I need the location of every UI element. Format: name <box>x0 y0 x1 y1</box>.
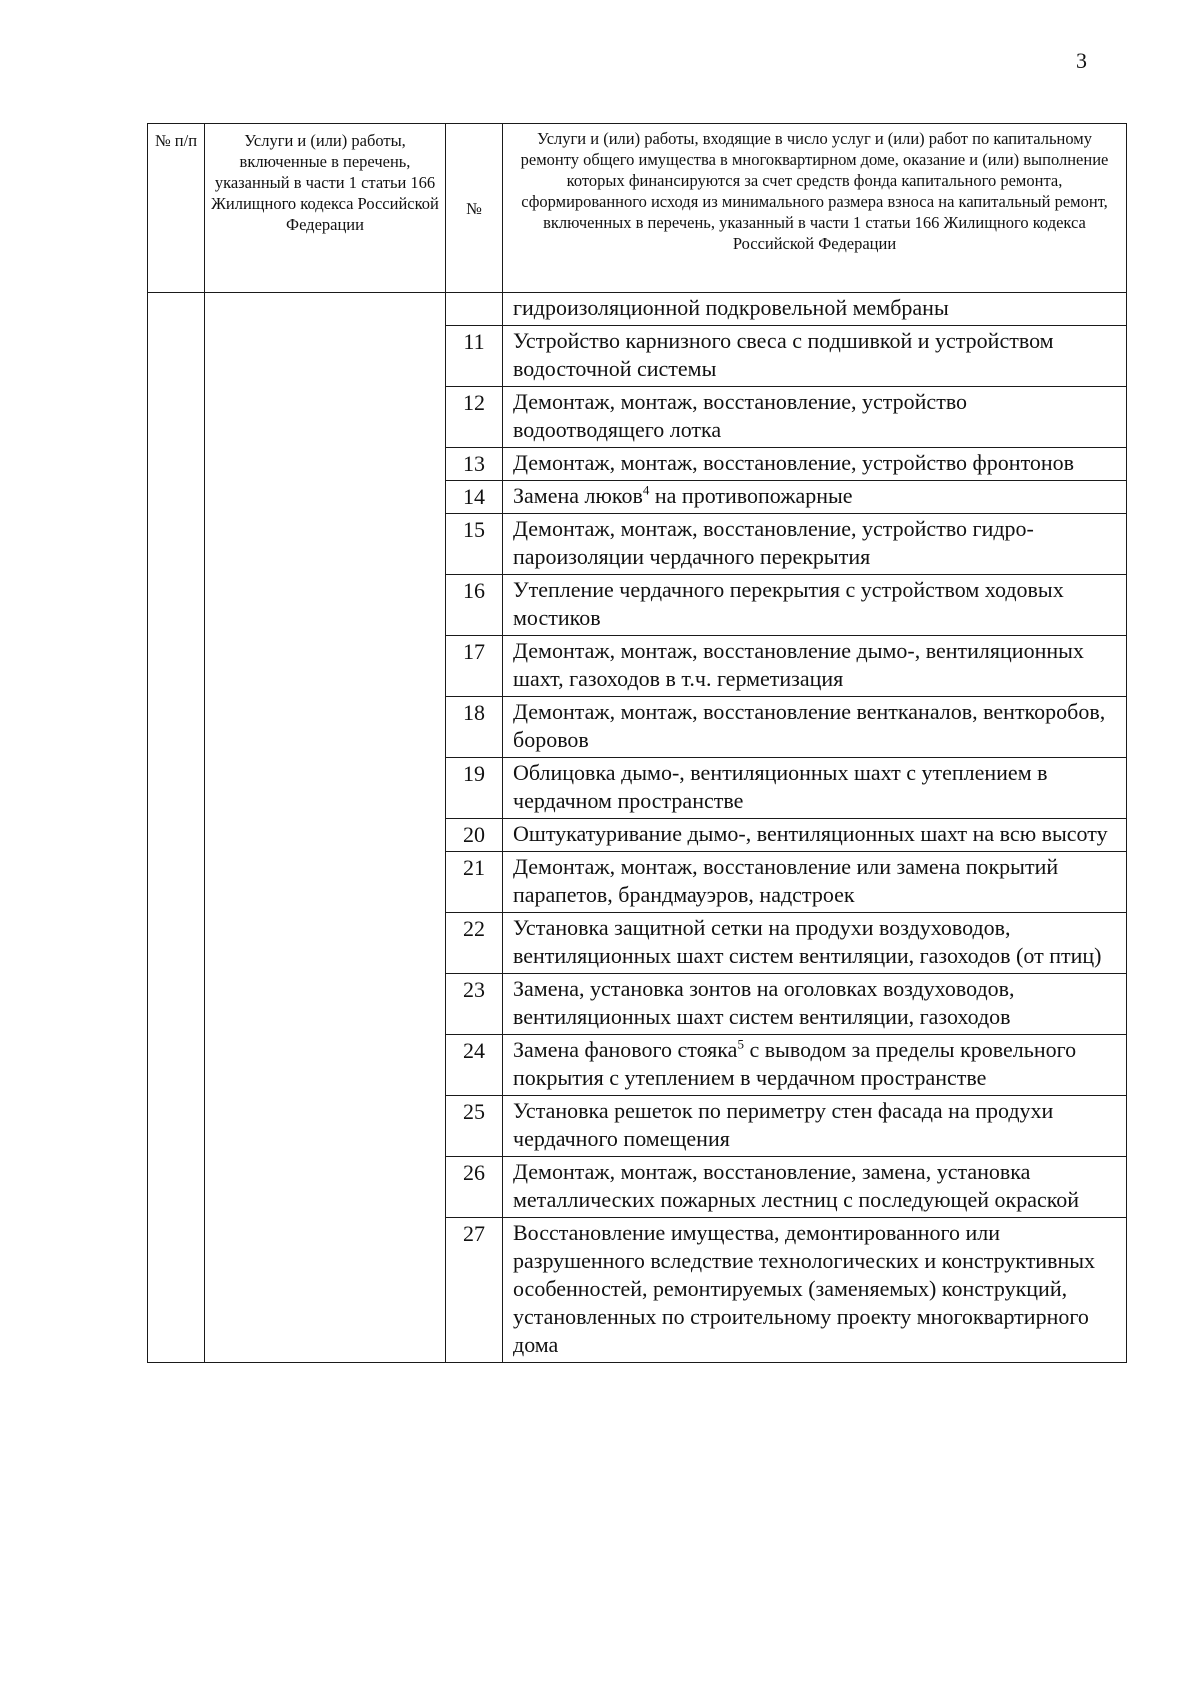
table-header-row <box>148 124 1127 293</box>
row-number: 21 <box>446 852 503 913</box>
row-number: 17 <box>446 636 503 697</box>
header-no-pp: № п/п <box>148 124 205 293</box>
row-number: 14 <box>446 481 503 514</box>
row-text: Демонтаж, монтаж, восстановление, устройство гидро-пароизоляции чердачного перекрытия <box>503 514 1127 575</box>
continuation-text: гидроизоляционной подкровельной мембраны <box>503 293 1127 326</box>
row-text: Установка решеток по периметру стен фасада на продухи чердачного помещения <box>503 1096 1127 1157</box>
row-text: Замена, установка зонтов на оголовках воздуховодов, вентиляционных шахт систем вентиляции, газоходов <box>503 974 1127 1035</box>
row-text: Демонтаж, монтаж, восстановление, устройство фронтонов <box>503 448 1127 481</box>
row-text-part: Замена люков <box>513 483 643 508</box>
row-text: Восстановление имущества, демонтированного или разрушенного вследствие технологических и конструктивных особенностей, ремонтируемых (заменяемых) конструкций, установленных по строительному проекту многоквартирного дома <box>503 1218 1127 1363</box>
header-works: Услуги и (или) работы, входящие в число услуг и (или) работ по капитальному ремонту общего имущества в многоквартирном доме, оказание и (или) выполнение которых финансируются за счет средств фонда капитального ремонта, сформированного исходя из минимального размера взноса на капитальный ремонт, включенных в перечень, указанный в части 1 статьи 166 Жилищного кодекса Российской Федерации <box>503 124 1127 293</box>
row-text: Утепление чердачного перекрытия с устройством ходовых мостиков <box>503 575 1127 636</box>
table-row <box>148 293 1127 326</box>
services-table <box>147 123 1127 1363</box>
row-number: 20 <box>446 819 503 852</box>
row-text: Установка защитной сетки на продухи воздуховодов, вентиляционных шахт систем вентиляции, газоходов (от птиц) <box>503 913 1127 974</box>
row-number: 16 <box>446 575 503 636</box>
row-number: 18 <box>446 697 503 758</box>
footnote-marker: 4 <box>642 482 650 498</box>
row-text: Демонтаж, монтаж, восстановление, замена, установка металлических пожарных лестниц с последующей окраской <box>503 1157 1127 1218</box>
empty-services-cell <box>205 293 446 1363</box>
row-number: 24 <box>446 1035 503 1096</box>
row-number: 26 <box>446 1157 503 1218</box>
row-text: Демонтаж, монтаж, восстановление дымо-, вентиляционных шахт, газоходов в т.ч. герметизация <box>503 636 1127 697</box>
page-number: 3 <box>1076 48 1087 73</box>
row-text: Облицовка дымо-, вентиляционных шахт с утеплением в чердачном пространстве <box>503 758 1127 819</box>
row-text-part: с выводом за пределы кровельного покрытия с утеплением в чердачном пространстве <box>513 1037 1077 1090</box>
row-text: Оштукатуривание дымо-, вентиляционных шахт на всю высоту <box>503 819 1127 852</box>
header-services: Услуги и (или) работы, включенные в перечень, указанный в части 1 статьи 166 Жилищного кодекса Российской Федерации <box>205 124 446 293</box>
row-number: 23 <box>446 974 503 1035</box>
row-text: Устройство карнизного свеса с подшивкой и устройством водосточной системы <box>503 326 1127 387</box>
empty-num-cell <box>446 293 503 326</box>
row-text: Демонтаж, монтаж, восстановление, устройство водоотводящего лотка <box>503 387 1127 448</box>
row-number: 13 <box>446 448 503 481</box>
footnote-marker: 5 <box>737 1036 744 1052</box>
row-number: 11 <box>446 326 503 387</box>
row-text-part: Замена фанового стояка <box>513 1037 738 1062</box>
row-number: 19 <box>446 758 503 819</box>
row-number: 27 <box>446 1218 503 1363</box>
row-number: 12 <box>446 387 503 448</box>
row-text <box>503 481 1127 514</box>
row-number: 22 <box>446 913 503 974</box>
row-number: 25 <box>446 1096 503 1157</box>
empty-no-pp-cell <box>148 293 205 1363</box>
row-text: Демонтаж, монтаж, восстановление или замена покрытий парапетов, брандмауэров, надстроек <box>503 852 1127 913</box>
row-text: Демонтаж, монтаж, восстановление вентканалов, венткоробов, боровов <box>503 697 1127 758</box>
row-text-part: на противопожарные <box>649 483 853 508</box>
row-number: 15 <box>446 514 503 575</box>
row-text <box>503 1035 1127 1096</box>
header-no: № <box>446 124 503 293</box>
